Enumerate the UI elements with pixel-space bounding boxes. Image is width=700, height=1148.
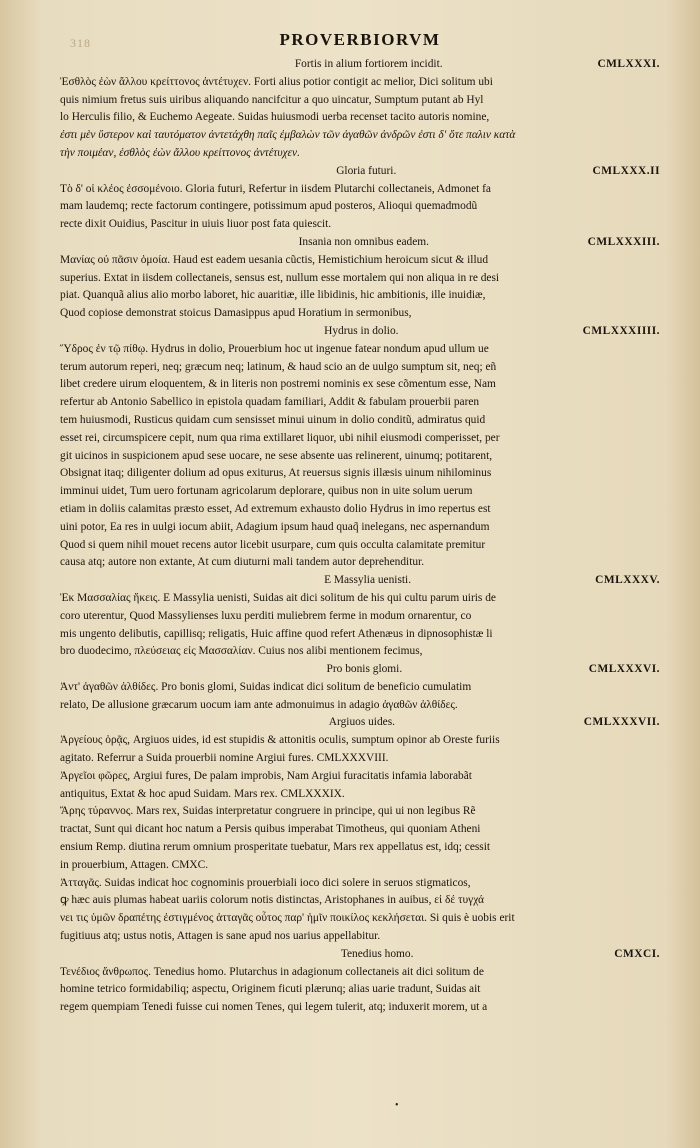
text-line: terum autorum reperi, neq; græcum neq; latinum, & haud scio an de uulgo sumptum sit, neq; eñ bbox=[60, 360, 497, 373]
entry-heading bbox=[60, 234, 660, 252]
text-line: esset rei, circumspicere cepit, num qua rima extillaret liquor, ubi nihil eiusmodi comperisset, per bbox=[60, 431, 500, 444]
text-line: uini potor, Ea res in uulgi iocum abiit, Adagium ipsum haud quaq̃ inelegans, nec aspernandum bbox=[60, 520, 490, 533]
entry-title: E Massylia uenisti. bbox=[324, 574, 412, 587]
body-text bbox=[60, 56, 660, 1017]
entry bbox=[60, 572, 660, 661]
entry-number: CMLXXXIIII. bbox=[582, 324, 660, 337]
text-line: Μανίας οὐ πᾶσιν ὁμοία. Haud est eadem uesania cũctis, Hemistichium heroicum sicut & illud bbox=[60, 253, 489, 266]
text-line: Ἀργεῖοι φῶρες, Argiui fures, De palam improbis, Nam Argiui furacitatis infamia laborabãt bbox=[60, 769, 472, 782]
entry-title: Insania non omnibus eadem. bbox=[298, 235, 429, 248]
entry bbox=[60, 661, 660, 714]
text-line: superius. Extat in iisdem collectaneis, sensus est, nullum esse mortalem qui non aliqua in re desi bbox=[60, 271, 500, 284]
text-line: Τενέδιος ἄνθρωπος. Tenedius homo. Plutarchus in adagionum collectaneis ait dici solitum de bbox=[60, 965, 484, 978]
entry-title: Hydrus in dolio. bbox=[324, 324, 399, 337]
entry-title: Tenedius homo. bbox=[340, 947, 414, 960]
entry-title: Argiuos uides. bbox=[328, 716, 396, 729]
text-line: regem quempiam Tenedi fuisse cui nomen Tenes, qui legem tulerit, atq; induxerit morem, ut a bbox=[60, 1001, 488, 1014]
text-line: in prouerbium, Attagen. CMXC. bbox=[60, 858, 209, 871]
entry bbox=[60, 163, 660, 234]
text-line: Ὕδρος ἐν τῷ πίθῳ. Hydrus in dolio, Prouerbium hoc ut ingenue fatear nondum apud ullum ue bbox=[60, 342, 489, 355]
text-line: homine tetrico formidabiliq; aspectu, Originem ficuti plærunq; alias uarie tradunt, Suidas ait bbox=[60, 983, 481, 996]
text-line: libet credere uirum eloquentem, & in literis non postremi nominis ex sese cõmentum esse, Nam bbox=[60, 378, 496, 391]
text-line: Ἐκ Μασσαλίας ἥκεις. E Massylia uenisti, Suidas ait dici solitum de his qui cultu parum uiris de bbox=[60, 591, 496, 604]
entry-number: CMXCI. bbox=[614, 947, 660, 960]
running-title: PROVERBIORVM bbox=[279, 30, 441, 49]
text-line: Quod si quem nihil mouet recens autor licebit usurpare, cum quis occulta calamitate premitur bbox=[60, 538, 486, 551]
entry bbox=[60, 323, 660, 572]
text-line: Ἄρης τύραννος. Mars rex, Suidas interpretatur congruere in principe, qui ui non legibus Rẽ bbox=[60, 805, 476, 818]
entry-heading bbox=[60, 946, 660, 964]
entry bbox=[60, 234, 660, 323]
text-line: git uicinos in suspicionem apud sese uocare, ne sese absente uas relinerent, uinumq; potitarent, bbox=[60, 449, 493, 462]
text-line: etiam in doliis calamitas præsto esset, Ad extremum exhausto dolio Hydrus in imo repertus est bbox=[60, 502, 491, 515]
entry-heading bbox=[60, 714, 660, 732]
text-line: τὴν ποιμέαν, ἐσθλὸς ἐὼν ἄλλου κρείττονος ἀντέτυχεν. bbox=[60, 146, 300, 159]
entry-title: Fortis in alium fortiorem incidit. bbox=[294, 58, 443, 70]
entry-title: Gloria futuri. bbox=[336, 164, 397, 177]
page-header bbox=[60, 22, 660, 56]
entry-heading bbox=[60, 572, 660, 590]
text-line: Ἐσθλὸς ἐὼν ἄλλου κρείττονος ἀντέτυχεν. Forti alius potior contigit ac melior, Dici solitum ubi bbox=[60, 75, 493, 88]
text-line: νει τις ὑμῶν δραπέτης ἐστιγμένος ἀτταγᾶς οὗτος παρ' ἡμῖν ποικίλος κεκλήσεται. Si quis è uobis erit bbox=[60, 912, 515, 925]
entry-heading bbox=[60, 163, 660, 181]
text-line: Quod copiose demonstrat stoicus Damasippus apud Horatium in sermonibus, bbox=[60, 307, 412, 320]
entry-number: CMLXXXVII. bbox=[583, 716, 660, 729]
entry bbox=[60, 946, 660, 1017]
text-line: relato, De allusione græcarum uocum iam ante admonuimus in adagio ἀγαθῶν ἀλθίδες. bbox=[60, 698, 458, 711]
text-line: Ἀτταγᾶς. Suidas indicat hoc cognominis prouerbiali ioco dici solere in seruos stigmaticos, bbox=[60, 876, 471, 889]
entry-heading bbox=[60, 323, 660, 341]
text-line: agitato. Referrur a Suida prouerbii nomine Argiui fures. CMLXXXVIII. bbox=[60, 752, 389, 765]
text-line: recte dixit Ouidius, Pascitur in uiuis liuor post fata quiescit. bbox=[60, 218, 332, 231]
text-line: bro duodecimo, πλεύσειας εἰς Μασσαλίαν. Cuius nos alibi mentionem fecimus, bbox=[60, 645, 423, 658]
text-line: imminui uidet, Tum uero fortunam agricolarum deplorare, quibus non in uite solum uerum bbox=[60, 485, 473, 498]
text-line: Ἀργείους ὁρᾷς, Argiuos uides, id est stupidis & attonitis oculis, sumptum opinor ab Oreste furiis bbox=[60, 734, 500, 747]
text-line: mis ungento delibutis, capillisq; religatis, Huic affine quod refert Athenæus in dipnosophistæ li bbox=[60, 627, 493, 640]
text-line: antiquitus, Extat & hoc apud Suidam. Mars rex. CMLXXXIX. bbox=[60, 787, 345, 800]
text-line: quis nimium fretus suis uiribus aliquando nancifcitur a quo uincatur, Sumptum putant ab Hyl bbox=[60, 93, 484, 106]
text-line: Obsignat itaq; diligenter dolium ad opus exiturus, At reuersus signis illæsis uinum nihilominus bbox=[60, 467, 492, 480]
text-line: ensium Remp. diutina rerum omnium prosperitate tuebatur, Mars rex appellatus est, idq; cessit bbox=[60, 841, 491, 854]
bottom-mark: • bbox=[395, 1100, 399, 1111]
text-line: ꝙ hæc auis plumas habeat uariis colorum notis distinctas, Aristophanes in auibus, εἰ δέ τυγχά bbox=[60, 894, 484, 907]
text-line: lo Herculis filio, & Euchemo Aegeate. Suidas huiusmodi uerba recenset tacito autoris nomine, bbox=[60, 111, 490, 124]
text-line: Ἀντ' ἀγαθῶν ἀλθίδες. Pro bonis glomi, Suidas indicat dici solitum de beneficio cumulatim bbox=[60, 680, 472, 693]
entry-title: Pro bonis glomi. bbox=[326, 663, 403, 676]
text-line: ἐστι μὲν ὕστερον καὶ ταυτόματον ἀντετάχθη παῖς ἐμβαλὼν τῶν ἀγαθῶν ἀνδρῶν ἐστι δ' ὅτε παλιν κατὰ bbox=[60, 129, 516, 142]
text-line: tractat, Sunt qui dicant hoc natum a Persis quibus imperabat Timotheus, qui quoniam Atheni bbox=[60, 823, 481, 836]
page-number: 318 bbox=[70, 36, 91, 50]
text-line: tem huiusmodi, Rusticus quidam cum sensisset minui uinum in dolio conditũ, admiratus quid bbox=[60, 413, 486, 426]
entry-number: CMLXXXVI. bbox=[588, 663, 660, 676]
text-line: mam laudemq; recte factorum contingere, potissimum apud posteros, Alioqui quemadmodũ bbox=[60, 200, 478, 213]
entry bbox=[60, 56, 660, 163]
text-line: Τὸ δ' οἱ κλέος ἐσσομένοιο. Gloria futuri, Refertur in iisdem Plutarchi collectaneis, Admonet fa bbox=[60, 182, 491, 195]
text-line: refertur ab Antonio Sabellico in epistola quadam familiari, Addit & fabulam prouerbii paren bbox=[60, 396, 480, 409]
text-line: piat. Quanquã alius alio morbo laboret, hic auaritiæ, ille libidinis, hic ambitionis, ille inuidiæ, bbox=[60, 289, 486, 302]
entry-number: CMLXXXV. bbox=[595, 574, 660, 587]
text-line: causa atq; autore non extante, At cum diuturni mali tandem autor deprehenditur. bbox=[60, 556, 425, 569]
entry-number: CMLXXX.II bbox=[592, 164, 660, 177]
entry-number: CMLXXXI. bbox=[597, 58, 660, 70]
entry-heading bbox=[60, 661, 660, 679]
text-line: fugitiuus atq; ustus notis, Attagen is sane apud nos uarius appellabitur. bbox=[60, 930, 381, 943]
entry-heading bbox=[60, 56, 660, 74]
text-line: coro uterentur, Quod Massylienses luxu perditi muliebrem ferme in modum ornarentur, co bbox=[60, 609, 472, 622]
entry bbox=[60, 714, 660, 945]
entry-number: CMLXXXIII. bbox=[587, 235, 660, 248]
